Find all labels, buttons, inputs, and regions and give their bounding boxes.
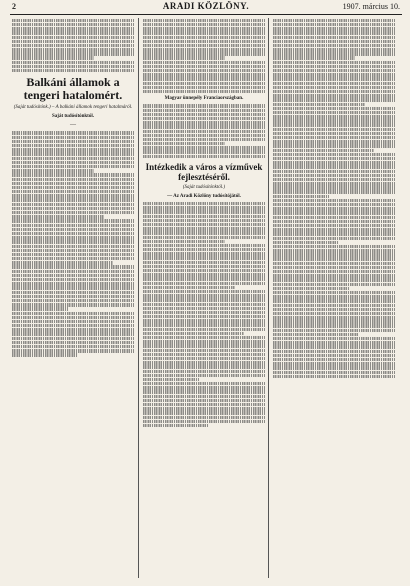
- text-line: [12, 136, 134, 139]
- column-rule: [268, 18, 269, 578]
- text-line: [143, 215, 265, 218]
- text-line: [273, 48, 395, 51]
- text-line: [143, 109, 265, 112]
- text-line: [273, 283, 395, 286]
- article-text: [143, 104, 265, 158]
- text-line: [143, 328, 265, 331]
- text-line: [143, 336, 265, 339]
- text-line: [273, 174, 395, 177]
- text-line: [143, 210, 265, 213]
- text-line: [143, 353, 265, 356]
- text-line: [12, 303, 134, 306]
- text-line: [143, 252, 265, 255]
- text-line: [12, 236, 134, 239]
- text-line: [12, 161, 134, 164]
- text-line: [143, 236, 265, 239]
- text-line: [12, 274, 134, 277]
- article-deck: (Saját tudósítónk.) – A balkáni államok tengeri hatalmáról.: [13, 105, 133, 111]
- text-line: [143, 134, 265, 137]
- text-line: [273, 136, 395, 139]
- article-text: [143, 202, 265, 427]
- text-line: [12, 61, 134, 64]
- text-line: [273, 186, 395, 189]
- text-line: [143, 86, 265, 89]
- text-line: [143, 407, 265, 410]
- text-line: [143, 104, 265, 107]
- text-line: [143, 382, 265, 385]
- text-line: [143, 231, 265, 234]
- text-line: [12, 148, 134, 151]
- text-line: [273, 262, 395, 265]
- text-line: [143, 311, 265, 314]
- text-line: [273, 111, 395, 114]
- text-line: [12, 261, 113, 264]
- text-line: [273, 153, 395, 156]
- text-line: [143, 248, 265, 251]
- text-line: [273, 31, 395, 34]
- text-line: [143, 31, 265, 34]
- article-headline: Intézkedik a város a vízművek fejlesztéséről.: [145, 162, 263, 183]
- text-line: [273, 299, 395, 302]
- text-line: [143, 65, 265, 68]
- text-line: [12, 332, 134, 335]
- text-line: [143, 117, 265, 120]
- text-line: [273, 228, 395, 231]
- text-line: [12, 31, 134, 34]
- text-line: [143, 290, 265, 293]
- text-line: [273, 341, 395, 344]
- text-line: [273, 103, 365, 106]
- text-line: [143, 256, 265, 259]
- text-line: [273, 82, 395, 85]
- text-line: [12, 270, 134, 273]
- text-line: [143, 303, 265, 306]
- text-line: [273, 61, 395, 64]
- text-line: [273, 165, 395, 168]
- column-2: [143, 18, 265, 584]
- text-line: [12, 245, 134, 248]
- page-header: [10, 0, 402, 15]
- text-line: [143, 420, 265, 423]
- text-line: [12, 173, 134, 176]
- text-line: [143, 146, 265, 149]
- text-line: [273, 253, 395, 256]
- text-line: [12, 219, 134, 222]
- text-line: [143, 416, 265, 419]
- text-line: [273, 249, 395, 252]
- text-line: [12, 186, 134, 189]
- text-line: [273, 161, 395, 164]
- text-line: [12, 224, 134, 227]
- text-line: [12, 27, 134, 30]
- text-line: [273, 170, 395, 173]
- text-line: [143, 340, 265, 343]
- text-line: [143, 390, 265, 393]
- text-line: [273, 132, 395, 135]
- text-line: [12, 211, 134, 214]
- text-line: [273, 270, 395, 273]
- article-byline: — Az Aradi Közlöny tudósítójától.: [167, 194, 241, 200]
- text-line: [143, 206, 265, 209]
- text-line: [273, 36, 395, 39]
- text-line: [273, 316, 395, 319]
- text-line: [12, 44, 134, 47]
- text-line: [143, 113, 265, 116]
- text-line: [273, 333, 358, 336]
- text-line: [273, 287, 349, 290]
- text-line: [143, 332, 244, 335]
- text-line: [273, 220, 395, 223]
- masthead-title: ARADI KÖZLÖNY.: [162, 1, 250, 11]
- article-text: [273, 19, 395, 378]
- text-line: [273, 149, 374, 152]
- column-3: [273, 18, 395, 584]
- page-number: 2: [12, 2, 16, 11]
- text-line: [143, 265, 265, 268]
- text-line: [273, 211, 395, 214]
- text-line: [143, 244, 265, 247]
- text-line: [273, 371, 395, 374]
- text-line: [12, 198, 134, 201]
- text-line: [12, 228, 134, 231]
- article-text: [143, 19, 265, 94]
- text-line: [273, 237, 395, 240]
- text-line: [12, 203, 134, 206]
- text-line: [273, 94, 395, 97]
- text-line: [12, 295, 134, 298]
- text-line: [273, 345, 395, 348]
- text-line: [143, 319, 265, 322]
- section-heading: Magyar ünnepély Franciaországban.: [164, 96, 244, 102]
- text-line: [12, 69, 134, 72]
- text-line: [12, 353, 78, 356]
- column-1: [12, 18, 134, 584]
- text-line: [12, 157, 134, 160]
- article-byline: Saját tudósítónktól.: [52, 114, 94, 120]
- text-line: [143, 90, 265, 93]
- text-line: [12, 337, 134, 340]
- text-line: [273, 312, 395, 315]
- text-line: [12, 240, 134, 243]
- text-line: [12, 349, 134, 352]
- text-line: [143, 69, 265, 72]
- text-line: [143, 223, 265, 226]
- article-deck: (Saját tudósítónktól.): [182, 185, 226, 191]
- text-line: [12, 299, 134, 302]
- text-line: [143, 219, 265, 222]
- text-line: [12, 286, 134, 289]
- text-line: [273, 115, 395, 118]
- text-line: [143, 155, 265, 158]
- text-line: [273, 73, 395, 76]
- text-line: [273, 40, 395, 43]
- text-line: [143, 357, 265, 360]
- text-line: [273, 241, 339, 244]
- text-line: [12, 182, 134, 185]
- text-line: [12, 40, 134, 43]
- text-line: [12, 36, 134, 39]
- text-line: [143, 298, 265, 301]
- text-line: [143, 344, 265, 347]
- text-line: [143, 403, 265, 406]
- text-line: [143, 277, 265, 280]
- text-line: [12, 253, 134, 256]
- text-line: [12, 232, 134, 235]
- text-line: [143, 370, 265, 373]
- text-line: [273, 324, 395, 327]
- text-line: [273, 304, 395, 307]
- text-line: [273, 362, 395, 365]
- text-line: [273, 77, 395, 80]
- text-line: [12, 278, 134, 281]
- text-line: [273, 366, 395, 369]
- text-line: [12, 178, 134, 181]
- text-line: [273, 350, 395, 353]
- text-line: [143, 77, 265, 80]
- text-line: [12, 23, 134, 26]
- text-line: [143, 361, 265, 364]
- text-line: [273, 203, 395, 206]
- text-line: [143, 138, 265, 141]
- text-line: [273, 245, 395, 248]
- text-line: [143, 349, 265, 352]
- text-line: [273, 157, 395, 160]
- text-line: [143, 27, 265, 30]
- text-line: [143, 365, 265, 368]
- text-line: [143, 294, 265, 297]
- text-line: [273, 224, 395, 227]
- text-line: [12, 257, 134, 260]
- text-line: [273, 358, 395, 361]
- text-line: [143, 240, 225, 243]
- text-line: [273, 232, 395, 235]
- text-line: [273, 69, 395, 72]
- text-line: [12, 282, 134, 285]
- text-line: [143, 227, 265, 230]
- text-line: [143, 73, 265, 76]
- text-line: [273, 199, 395, 202]
- article-text: [12, 19, 134, 73]
- text-line: [143, 150, 265, 153]
- text-line: [143, 282, 265, 285]
- text-line: [12, 324, 134, 327]
- text-line: [12, 131, 134, 134]
- text-line: [143, 142, 225, 145]
- text-line: [12, 165, 134, 168]
- text-line: [273, 354, 395, 357]
- text-line: [143, 36, 265, 39]
- text-line: [12, 48, 134, 51]
- text-line: [12, 320, 134, 323]
- text-line: [273, 123, 395, 126]
- text-line: [12, 19, 134, 22]
- text-line: [273, 375, 395, 378]
- article-headline: Balkáni államok a tengeri hatalomért.: [23, 75, 123, 103]
- text-line: [12, 190, 134, 193]
- text-line: [12, 328, 134, 331]
- text-line: [143, 269, 265, 272]
- text-line: [273, 107, 395, 110]
- text-line: [273, 337, 395, 340]
- text-line: [273, 98, 395, 101]
- text-line: [273, 295, 395, 298]
- text-line: [143, 19, 265, 22]
- text-line: [143, 395, 265, 398]
- text-line: [273, 216, 395, 219]
- text-line: [273, 274, 395, 277]
- text-line: [12, 249, 134, 252]
- text-line: [12, 307, 68, 310]
- text-line: [143, 386, 265, 389]
- text-line: [273, 119, 395, 122]
- text-line: [143, 56, 225, 59]
- text-line: [273, 23, 395, 26]
- text-line: [12, 56, 94, 59]
- text-line: [273, 182, 395, 185]
- text-line: [143, 23, 265, 26]
- text-line: [143, 323, 265, 326]
- text-line: [12, 312, 134, 315]
- text-line: [143, 399, 265, 402]
- text-line: [273, 27, 395, 30]
- text-line: [273, 266, 395, 269]
- text-line: [273, 257, 395, 260]
- text-line: [143, 44, 265, 47]
- text-line: [12, 194, 134, 197]
- text-line: [273, 144, 395, 147]
- text-line: [143, 40, 265, 43]
- text-line: [143, 286, 235, 289]
- text-line: [143, 82, 265, 85]
- text-line: [12, 207, 134, 210]
- text-line: [143, 125, 265, 128]
- text-line: [273, 86, 395, 89]
- text-line: [143, 121, 265, 124]
- text-line: [273, 19, 395, 22]
- text-line: [12, 345, 134, 348]
- text-line: [12, 291, 134, 294]
- text-line: [143, 202, 265, 205]
- text-line: [273, 190, 395, 193]
- text-line: [12, 144, 134, 147]
- text-line: [143, 307, 265, 310]
- text-line: [143, 48, 265, 51]
- text-line: [273, 278, 395, 281]
- text-line: [143, 374, 265, 377]
- article-text: [12, 131, 134, 356]
- text-line: [12, 140, 134, 143]
- text-line: [273, 195, 329, 198]
- text-line: [143, 378, 199, 381]
- text-line: [12, 215, 104, 218]
- text-line: [273, 291, 395, 294]
- text-line: [273, 65, 395, 68]
- text-line: [273, 308, 395, 311]
- text-line: [12, 341, 134, 344]
- text-line: [143, 52, 265, 55]
- text-line: [12, 65, 134, 68]
- text-line: [143, 424, 209, 427]
- column-rule: [138, 18, 139, 578]
- issue-date: 1907. március 10.: [342, 2, 400, 11]
- text-line: [143, 130, 265, 133]
- text-line: [273, 140, 395, 143]
- text-line: [273, 56, 355, 59]
- text-line: [273, 320, 395, 323]
- text-line: [143, 315, 265, 318]
- text-line: [273, 178, 395, 181]
- text-line: [12, 52, 134, 55]
- text-line: [12, 152, 134, 155]
- text-line: [273, 52, 395, 55]
- text-line: [12, 169, 94, 172]
- text-line: [12, 265, 134, 268]
- text-line: [273, 207, 395, 210]
- text-line: [273, 329, 395, 332]
- text-line: [143, 261, 265, 264]
- text-line: [143, 411, 265, 414]
- text-line: [273, 44, 395, 47]
- text-line: [143, 61, 265, 64]
- text-line: [273, 90, 395, 93]
- text-line: [12, 316, 134, 319]
- text-line: [143, 273, 265, 276]
- text-line: [273, 128, 395, 131]
- separator: —: [70, 122, 76, 129]
